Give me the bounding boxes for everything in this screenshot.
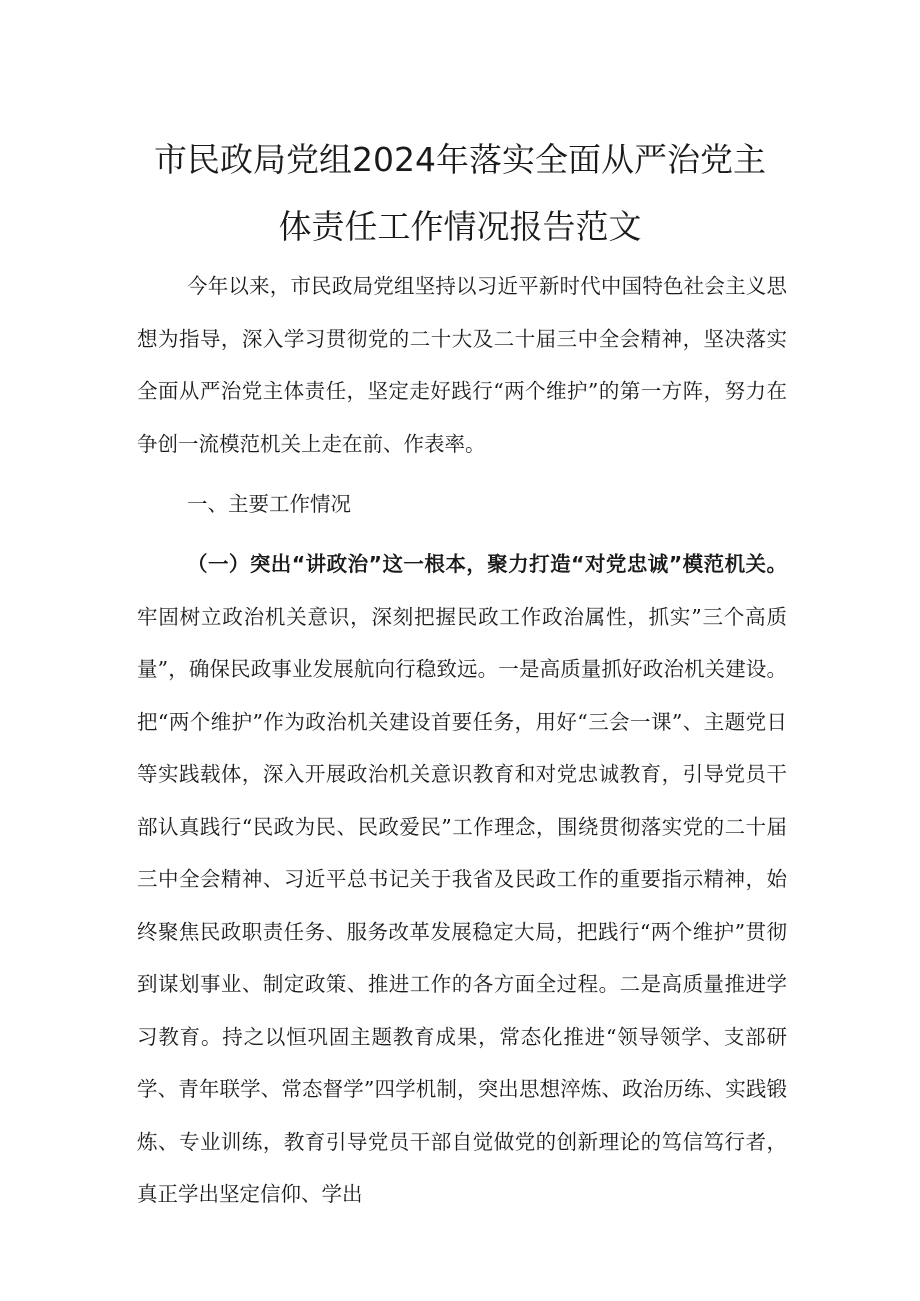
section-heading: 一、主要工作情况 [187,492,351,516]
intro-paragraph: 今年以来，市民政局党组坚持以习近平新时代中国特色社会主义思想为指导，深入学习贯彻党的二十大及二十届三中全会精神，坚决落实全面从严治党主体责任，坚定走好践行“两个维护”的第一方阵，努力在争创一流模范机关上走在前、作表率。 [137,274,787,456]
subsection-paragraph [137,538,787,1221]
document-title-line-2: 体责任工作情况报告范文 [278,207,642,246]
subsection-lead: （一）突出“讲政治”这一根本，聚力打造“对党忠诚”模范机关。 [187,552,787,576]
document-title-line-1: 市民政局党组2024年落实全面从严治党主 [154,140,766,179]
subsection-body: 牢固树立政治机关意识，深刻把握民政工作政治属性，抓实”三个高质量”，确保民政事业发展航向行稳致远。一是高质量抓好政治机关建设。把“两个维护”作为政治机关建设首要任务，用好“三会一课”、主题党日等实践载体，深入开展政治机关意识教育和对党忠诚教育，引导党员干部认真践行“民政为民、民政爱民”工作理念，围绕贯彻落实党的二十届三中全会精神、习近平总书记关于我省及民政工作的重要指示精神，始终聚焦民政职责任务、服务改革发展稳定大局，把践行“两个维护”贯彻到谋划事业、制定政策、推进工作的各方面全过程。二是高质量推进学习教育。持之以恒巩固主题教育成果，常态化推进“领导领学、支部研学、青年联学、常态督学”四学机制，突出思想淬炼、政治历练、实践锻炼、专业训练，教育引导党员干部自觉做党的创新理论的笃信笃行者，真正学出坚定信仰、学出 [137,604,787,1206]
